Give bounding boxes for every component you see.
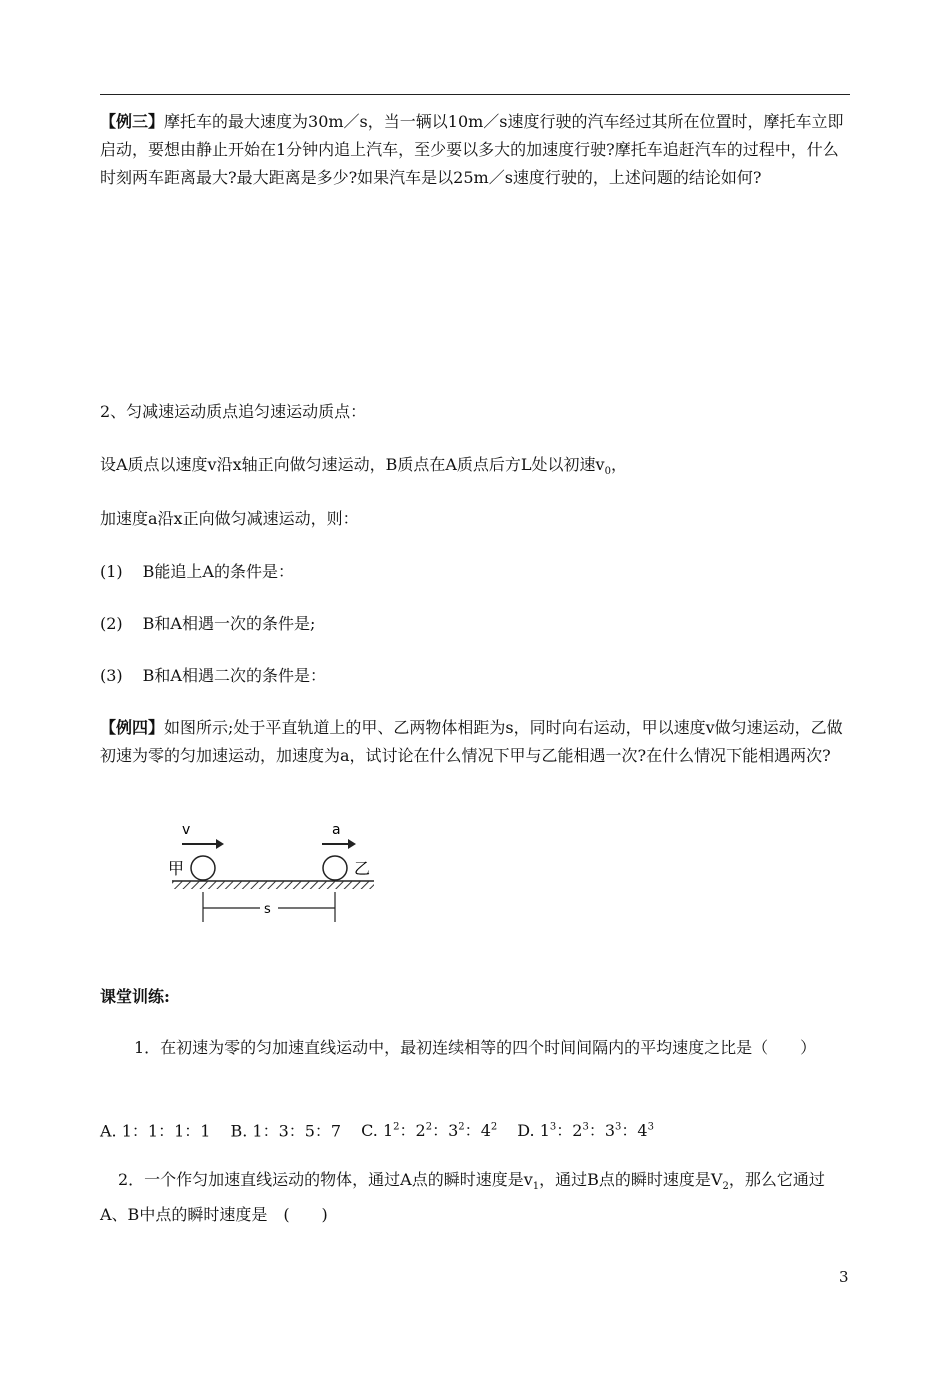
track-hatching [172,881,374,889]
section2-line1: 设A质点以速度v沿x轴正向做匀速运动，B质点在A质点后方L处以初速$v_0$， [100,455,627,478]
condition-item-1: (1) B能追上A的条件是： [100,562,294,581]
object-jia-ball [191,856,215,880]
question-1-options [100,1116,654,1143]
page-number: 3 [839,1268,849,1286]
option-a: A. 1：1：1：1 [100,1121,211,1141]
section2-heading: 2、匀减速运动质点追匀速运动质点： [100,402,367,421]
practice-heading: 课堂训练: [100,987,170,1006]
header-rule [100,94,850,95]
acceleration-label: a [332,822,341,838]
object-yi-ball [323,856,347,880]
distance-label: s [264,902,271,917]
velocity-label: v [182,822,191,838]
example4-paragraph [100,714,852,770]
example4-label: 【例四】 [100,718,165,737]
motion-figure [160,818,390,928]
example4-text: 如图所示;处于平直轨道上的甲、乙两物体相距为s，同时向右运动，甲以速度v做匀速运动，乙做初速为零的匀加速运动，加速度为a，试讨论在什么情况下甲与乙能相遇一次?在什么情况下能相遇两次? [100,718,843,765]
object-jia-label: 甲 [168,859,185,878]
condition-item-2: (2) B和A相遇一次的条件是; [100,614,316,633]
question-1: 1．在初速为零的匀加速直线运动中，最初连续相等的四个时间间隔内的平均速度之比是（ ） [134,1038,817,1057]
velocity-arrow-head [216,839,224,849]
example3-text: 摩托车的最大速度为30m／s，当一辆以10m／s速度行驶的汽车经过其所在位置时，摩托车立即启动，要想由静止开始在1分钟内追上汽车，至少要以多大的加速度行驶?摩托车追赶汽车的过程中，什么时刻两车距离最大?最大距离是多少?如果汽车是以25m／s速度行驶的，上述问题的结论如何? [100,112,844,187]
section2-line2: 加速度a沿x正向做匀减速运动，则： [100,509,359,528]
option-c: C. $1^2$：$2^2$：$3^2$：$4^2$ [361,1121,498,1141]
acceleration-arrow-head [348,839,356,849]
option-b: B. 1：3：5：7 [230,1121,342,1141]
object-yi-label: 乙 [354,859,371,878]
example3-paragraph [100,108,852,192]
condition-item-3: (3) B和A相遇二次的条件是： [100,666,326,685]
example3-label: 【例三】 [100,112,165,131]
question-2: 2．一个作匀加速直线运动的物体，通过A点的瞬时速度是$v_1$，通过B点的瞬时速度是$V_2$，那么它通过A、B中点的瞬时速度是 ( ) [100,1170,825,1225]
option-d: D. $1^3$：$2^3$：$3^3$：$4^3$ [517,1121,654,1141]
